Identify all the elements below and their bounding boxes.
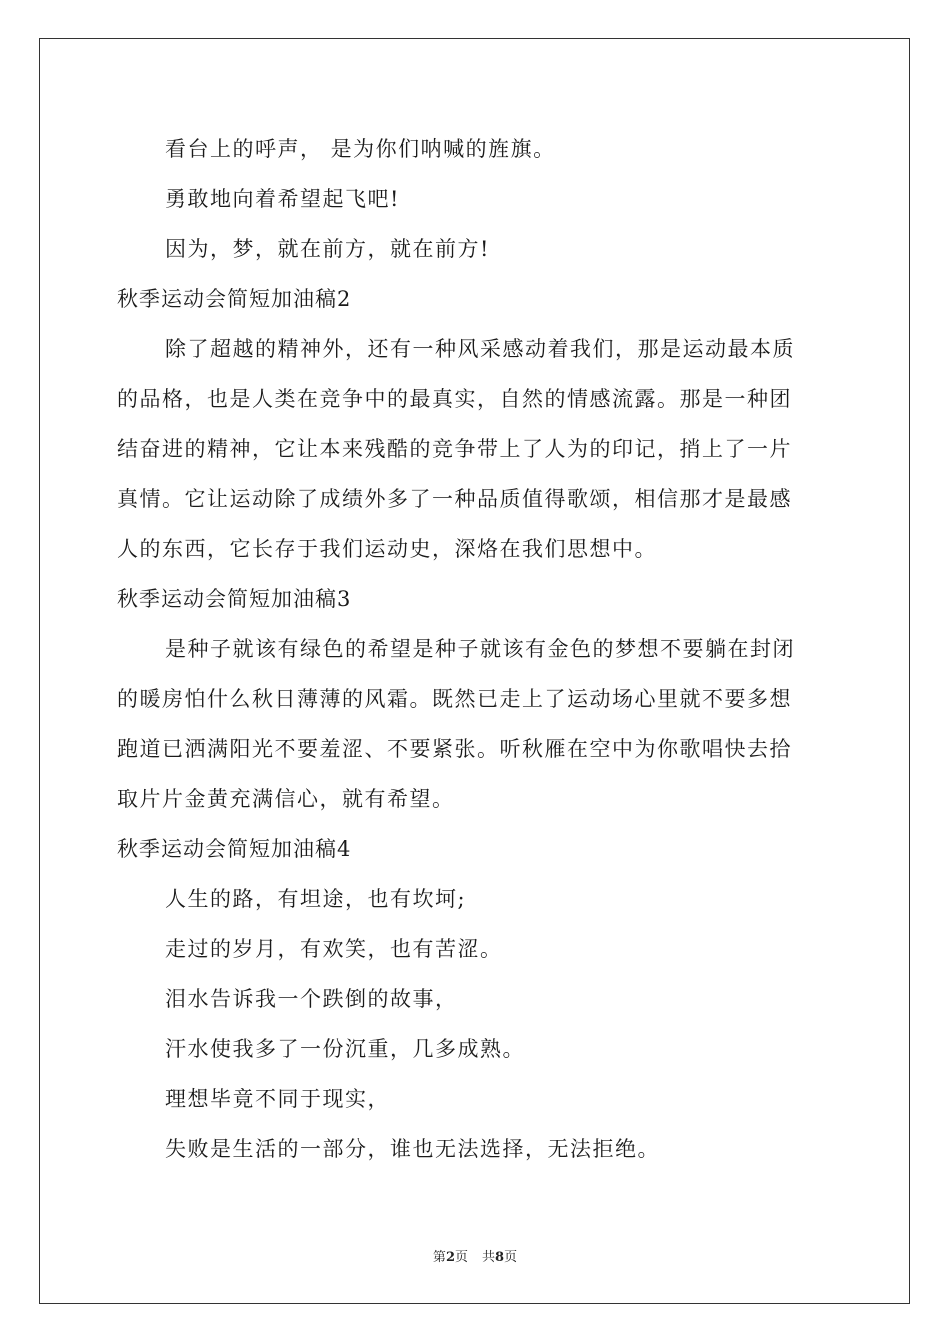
footer-total-prefix: 共 — [482, 1250, 496, 1265]
poem-line: 汗水使我多了一份沉重，几多成熟。 — [165, 1037, 525, 1061]
paragraph-line: 结奋进的精神，它让本来残酷的竞争带上了人为的印记，捎上了一片 — [117, 437, 792, 461]
poem-line: 理想毕竟不同于现实， — [165, 1087, 390, 1111]
poem-line: 走过的岁月，有欢笑，也有苦涩。 — [165, 937, 503, 961]
paragraph-line: 取片片金黄充满信心，就有希望。 — [117, 787, 455, 811]
poem-line: 泪水告诉我一个跌倒的故事， — [165, 987, 458, 1011]
poem-line: 人生的路，有坦途，也有坎坷; — [165, 887, 467, 911]
current-page-number: 2 — [445, 1250, 455, 1265]
document-body — [117, 124, 833, 1174]
footer-page-suffix: 页 — [454, 1250, 468, 1265]
poem-line: 看台上的呼声， 是为你们呐喊的旌旗。 — [165, 137, 556, 161]
section-heading-4: 秋季运动会简短加油稿4 — [117, 837, 352, 861]
paragraph-line: 真情。它让运动除了成绩外多了一种品质值得歌颂，相信那才是最感 — [117, 487, 792, 511]
paragraph-line: 的品格，也是人类在竞争中的最真实，自然的情感流露。那是一种团 — [117, 387, 792, 411]
poem-line: 因为，梦，就在前方，就在前方! — [165, 237, 490, 261]
paragraph-line: 的暖房怕什么秋日薄薄的风霜。既然已走上了运动场心里就不要多想 — [117, 687, 792, 711]
total-page-number: 8 — [495, 1250, 505, 1265]
paragraph-line: 是种子就该有绿色的希望是种子就该有金色的梦想不要躺在封闭 — [165, 637, 795, 661]
section-heading-2: 秋季运动会简短加油稿2 — [117, 287, 352, 311]
poem-line: 失败是生活的一部分，谁也无法选择，无法拒绝。 — [165, 1137, 660, 1161]
paragraph-line: 除了超越的精神外，还有一种风采感动着我们，那是运动最本质 — [165, 337, 795, 361]
section-heading-3: 秋季运动会简短加油稿3 — [117, 587, 352, 611]
footer-prefix: 第 — [432, 1250, 446, 1265]
page-footer — [0, 1246, 950, 1265]
paragraph-line: 人的东西，它长存于我们运动史，深烙在我们思想中。 — [117, 537, 657, 561]
poem-line: 勇敢地向着希望起飞吧! — [165, 187, 400, 211]
paragraph-line: 跑道已洒满阳光不要羞涩、不要紧张。听秋雁在空中为你歌唱快去拾 — [117, 737, 792, 761]
footer-total-suffix: 页 — [504, 1250, 518, 1265]
